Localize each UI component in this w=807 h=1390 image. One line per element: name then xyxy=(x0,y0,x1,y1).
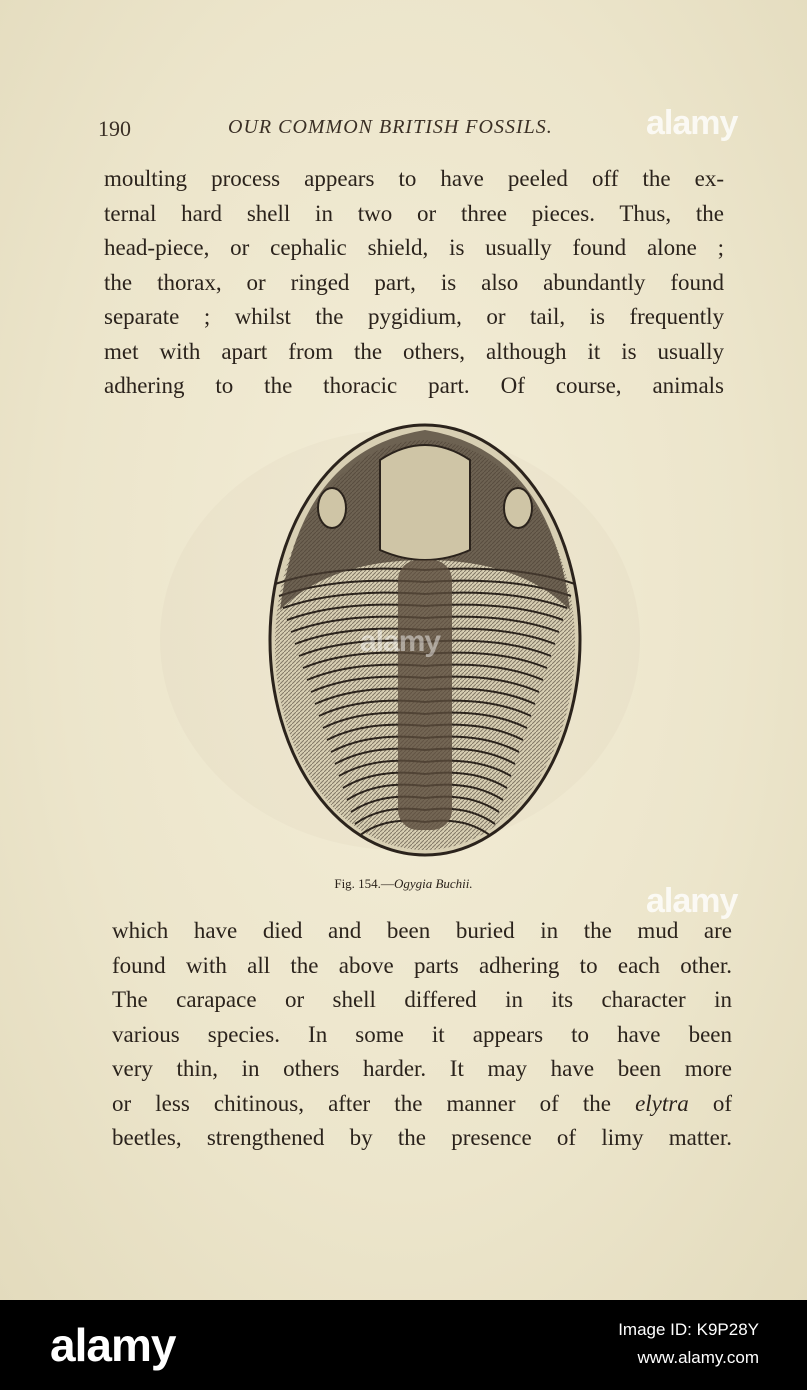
text-fragment: or less chitinous, after the manner of the xyxy=(112,1090,611,1116)
alamy-logo[interactable]: alamy xyxy=(50,1319,176,1371)
text-line: met with apart from the others, although it is usually xyxy=(104,338,724,364)
text-line: which have died and been buried in the mud are xyxy=(112,918,732,943)
text-line: ternal hard shell in two or three pieces. Thus, the xyxy=(104,200,724,226)
glabella xyxy=(380,445,470,560)
image-id: Image ID: K9P28Y xyxy=(618,1320,759,1339)
text-line xyxy=(112,1087,732,1122)
watermark: alamy xyxy=(646,104,738,142)
text-line: adhering to the thoracic part. Of course, animals xyxy=(104,373,724,398)
text-line: various species. In some it appears to have been xyxy=(112,1021,732,1047)
paragraph-bottom xyxy=(112,914,732,1156)
text-line: beetles, strengthened by the presence of limy matter. xyxy=(112,1125,732,1150)
eye-right xyxy=(504,488,532,528)
page-number: 190 xyxy=(98,116,131,141)
paragraph-top xyxy=(104,162,724,404)
caption-species: Ogygia Buchii. xyxy=(393,876,473,891)
caption-label: Fig. 154.— xyxy=(334,876,394,891)
text-fragment: of xyxy=(712,1090,732,1116)
text-line: the thorax, or ringed part, is also abundantly found xyxy=(104,269,724,295)
running-title: OUR COMMON BRITISH FOSSILS. xyxy=(228,116,553,138)
axis xyxy=(398,560,452,830)
text-line: The carapace or shell differed in its character in xyxy=(112,987,732,1012)
site-url[interactable]: www.alamy.com xyxy=(637,1348,759,1367)
page-header xyxy=(98,116,618,146)
text-line: very thin, in others harder. It may have been more xyxy=(112,1056,732,1081)
text-line: moulting process appears to have peeled off the ex- xyxy=(104,166,724,191)
watermark: alamy xyxy=(646,882,738,920)
stock-footer xyxy=(0,1300,807,1390)
eye-left xyxy=(318,488,346,528)
text-line: separate ; whilst the pygidium, or tail, is frequently xyxy=(104,304,724,329)
text-line: head-piece, or cephalic shield, is usually found alone ; xyxy=(104,235,724,260)
italic-term: elytra xyxy=(635,1090,689,1116)
text-line: found with all the above parts adhering to each other. xyxy=(112,952,732,978)
watermark: alamy xyxy=(360,625,441,658)
